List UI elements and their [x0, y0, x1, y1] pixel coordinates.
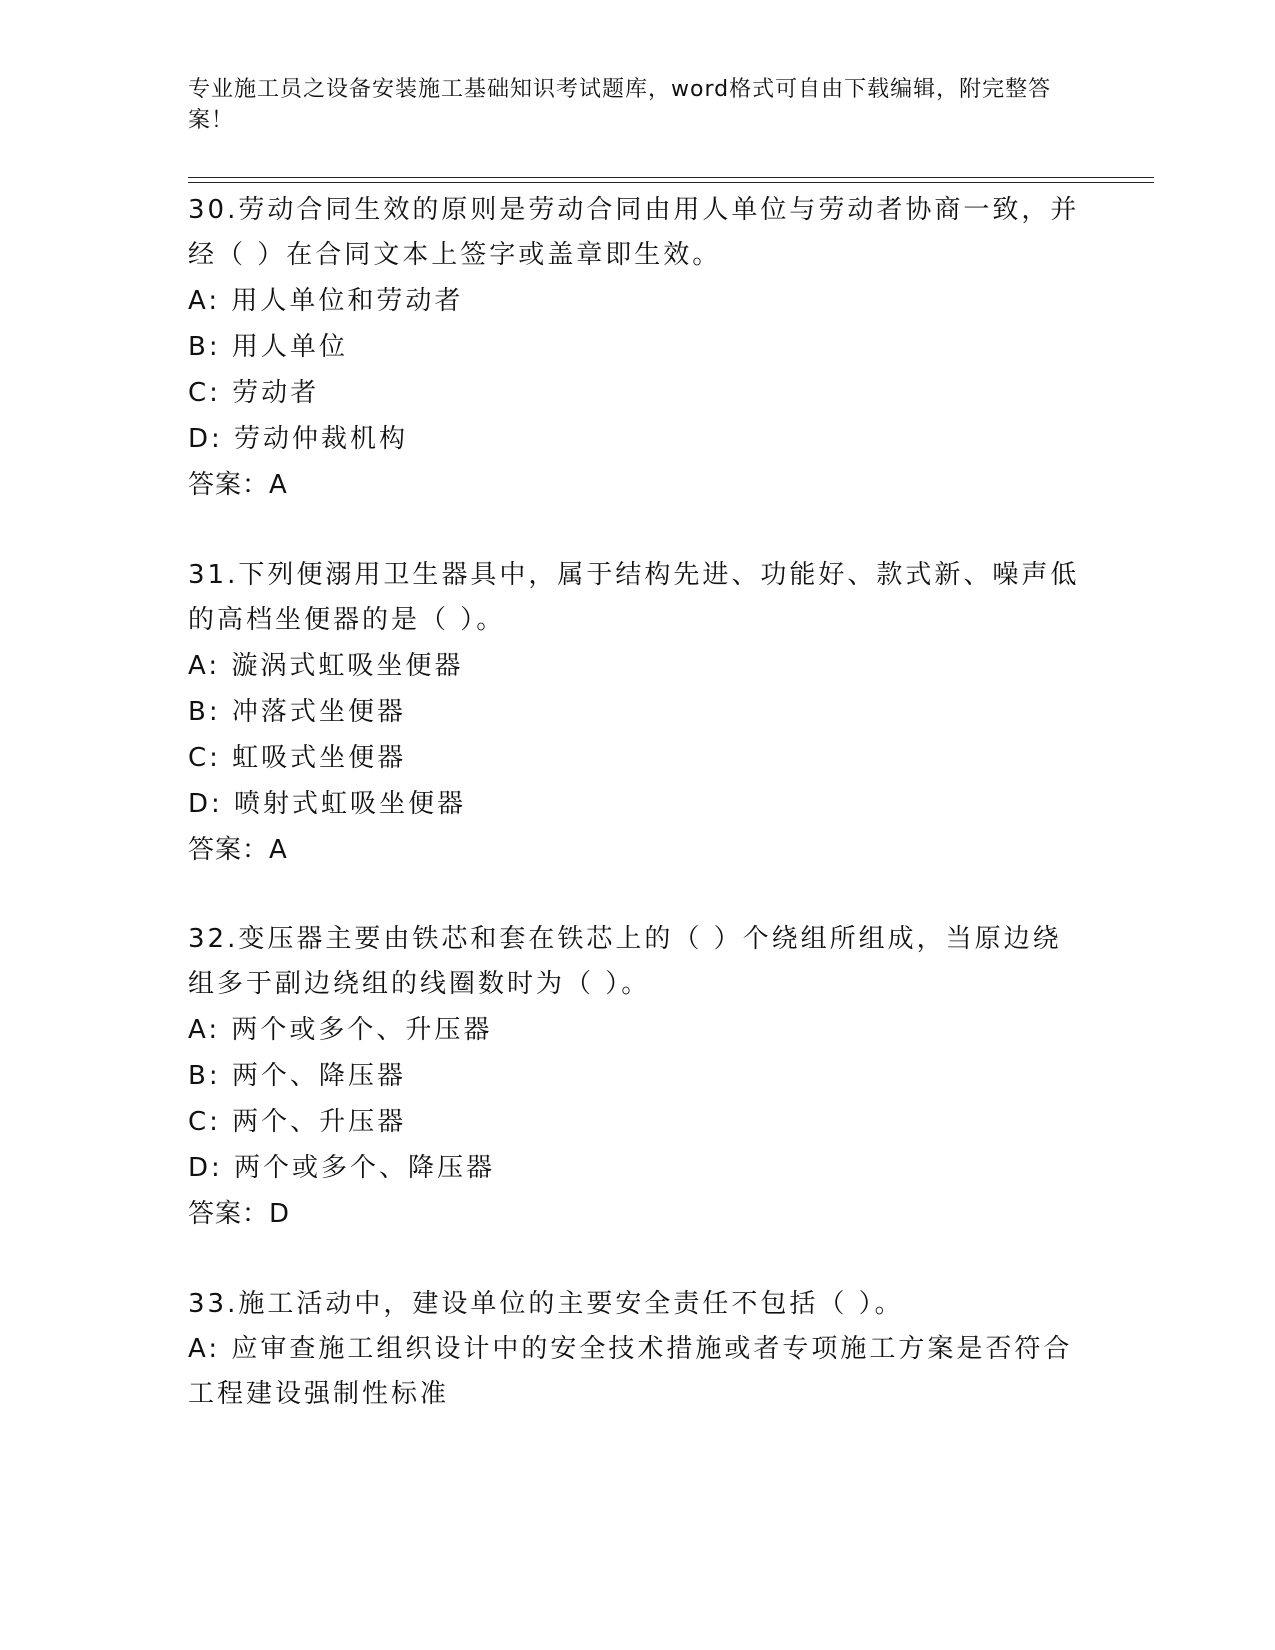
option-d: D: 喷射式虹吸坐便器 — [188, 789, 467, 819]
question-text: 31.下列便溺用卫生器具中，属于结构先进、功能好、款式新、噪声低的高档坐便器的是（ ）。 — [188, 560, 1080, 635]
answer: 答案：A — [188, 835, 288, 865]
answer: 答案：D — [188, 1199, 291, 1229]
question-text: 30.劳动合同生效的原则是劳动合同由用人单位与劳动者协商一致，并经（ ）在合同文本上签字或盖章即生效。 — [188, 195, 1080, 270]
question-30 — [188, 188, 1088, 508]
header-divider-line — [188, 177, 1154, 178]
option-b: B: 用人单位 — [188, 332, 348, 362]
question-33 — [188, 1282, 1088, 1417]
option-a: A: 漩涡式虹吸坐便器 — [188, 651, 464, 681]
question-text: 32.变压器主要由铁芯和套在铁芯上的（ ）个绕组所组成，当原边绕组多于副边绕组的线圈数时为（ ）。 — [188, 924, 1062, 999]
option-b: B: 冲落式坐便器 — [188, 697, 406, 727]
option-d: D: 两个或多个、降压器 — [188, 1153, 496, 1183]
header-divider-line — [188, 182, 1154, 183]
option-a: A: 应审查施工组织设计中的安全技术措施或者专项施工方案是否符合工程建设强制性标准 — [188, 1334, 1073, 1409]
document-header: 专业施工员之设备安装施工基础知识考试题库，word格式可自由下载编辑，附完整答案！ — [188, 77, 1052, 133]
answer: 答案：A — [188, 470, 288, 500]
option-a: A: 用人单位和劳动者 — [188, 286, 464, 316]
option-d: D: 劳动仲裁机构 — [188, 424, 409, 454]
option-c: C: 两个、升压器 — [188, 1107, 407, 1137]
option-c: C: 劳动者 — [188, 378, 320, 408]
question-text: 33.施工活动中，建设单位的主要安全责任不包括（ ）。 — [188, 1289, 904, 1319]
option-c: C: 虹吸式坐便器 — [188, 743, 407, 773]
option-a: A: 两个或多个、升压器 — [188, 1015, 493, 1045]
question-32 — [188, 917, 1088, 1237]
question-31 — [188, 553, 1088, 873]
option-b: B: 两个、降压器 — [188, 1061, 406, 1091]
